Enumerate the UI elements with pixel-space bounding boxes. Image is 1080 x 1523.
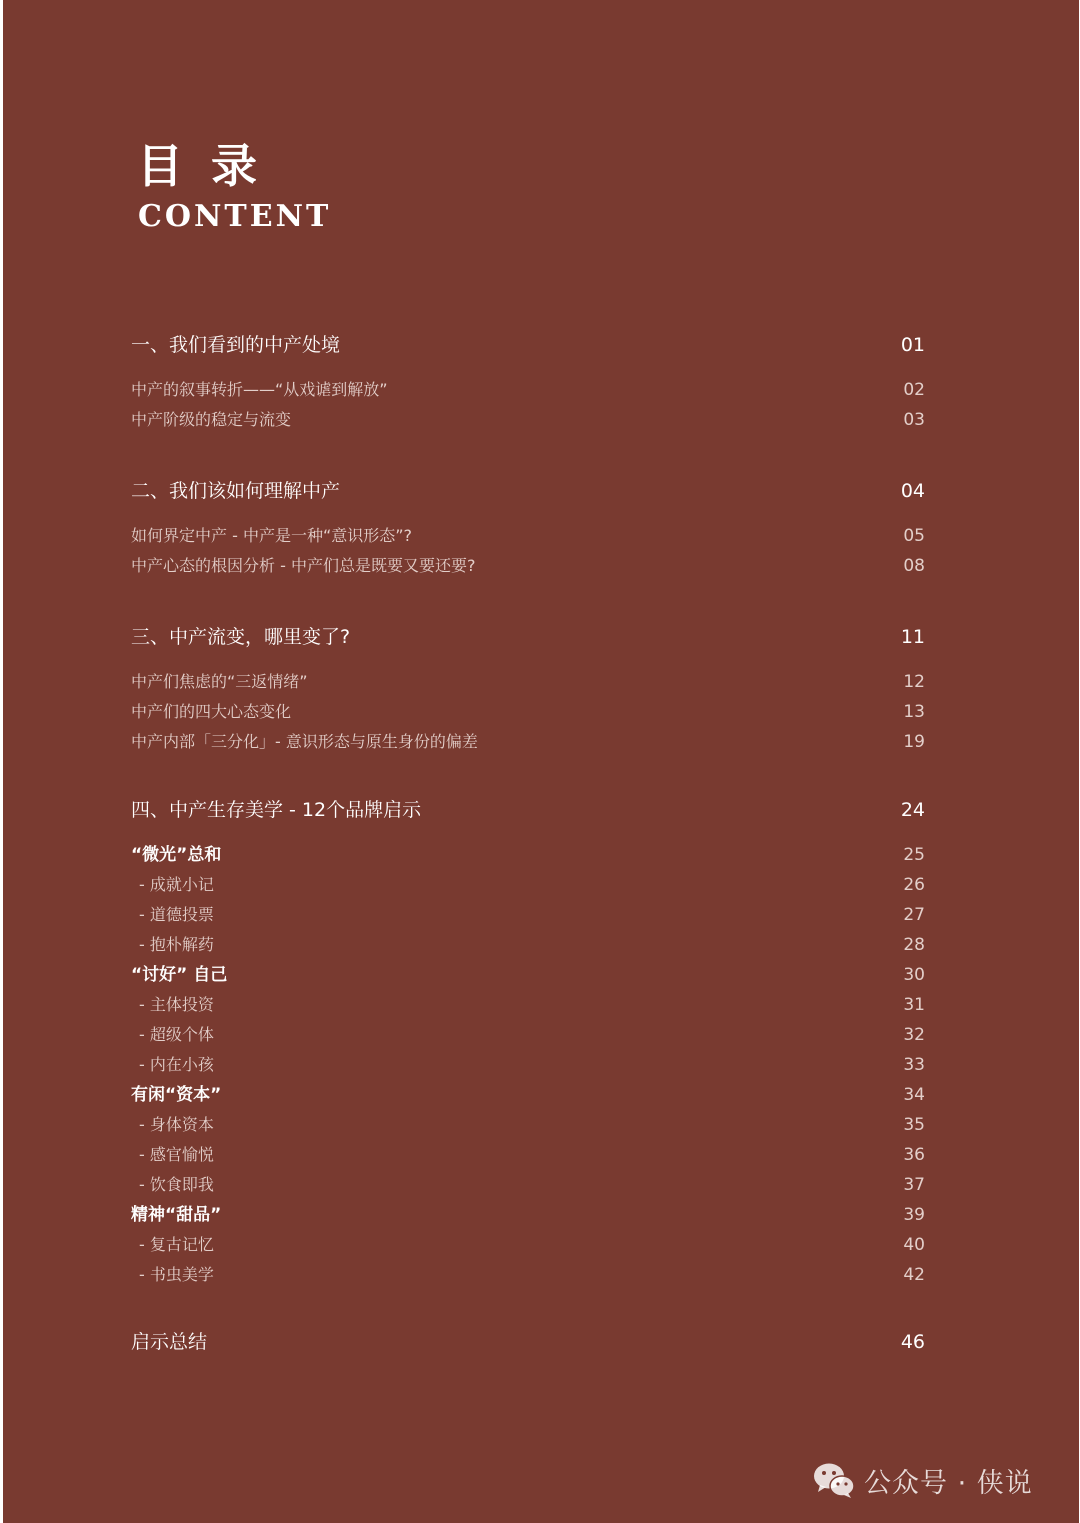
- toc-entry-label: 中产们的四大心态变化: [131, 702, 292, 721]
- toc-subentry-label: - 感官愉悦: [139, 1145, 214, 1164]
- toc-page-number: 28: [903, 935, 925, 955]
- toc-entry-row[interactable]: [131, 727, 925, 757]
- toc-page-number: 42: [903, 1265, 925, 1285]
- wechat-watermark: [812, 1458, 1033, 1502]
- watermark-text: 公众号 · 侠说: [864, 1467, 1033, 1499]
- toc-page-number: 32: [903, 1025, 925, 1045]
- toc-section-row[interactable]: [131, 622, 925, 652]
- toc-page-number: 31: [903, 995, 925, 1015]
- toc-page-number: 24: [900, 799, 925, 821]
- toc-subentry-label: - 道德投票: [139, 905, 214, 924]
- toc-page-number: 04: [900, 480, 925, 502]
- toc-page-number: 11: [900, 626, 925, 648]
- toc-entry-row[interactable]: [131, 405, 925, 435]
- toc-entry-row[interactable]: [131, 667, 925, 697]
- toc-page-number: 39: [903, 1205, 925, 1225]
- toc-page-number: 26: [903, 875, 925, 895]
- toc-subentry-label: - 身体资本: [139, 1115, 214, 1134]
- toc-entry-label: 中产的叙事转折——“从戏谑到解放”: [131, 380, 388, 399]
- toc-page-number: 03: [903, 410, 925, 430]
- toc-page-number: 36: [903, 1145, 925, 1165]
- toc-subentry-label: - 成就小记: [139, 875, 214, 894]
- toc-subentry-label: - 内在小孩: [139, 1055, 214, 1074]
- toc-group-row[interactable]: [131, 840, 925, 870]
- toc-entry-row[interactable]: [131, 375, 925, 405]
- toc-page-number: 27: [903, 905, 925, 925]
- toc-subentry-label: - 抱朴解药: [139, 935, 214, 954]
- toc-page-number: 46: [900, 1331, 925, 1353]
- toc-subentry-row[interactable]: [131, 1050, 925, 1080]
- toc-section-row[interactable]: [131, 330, 925, 360]
- toc-group-row[interactable]: [131, 1080, 925, 1110]
- toc-subentry-label: - 饮食即我: [139, 1175, 214, 1194]
- toc-page-number: 33: [903, 1055, 925, 1075]
- toc-subentry-row[interactable]: [131, 1140, 925, 1170]
- toc-page-number: 01: [900, 334, 925, 356]
- toc-page-number: 34: [903, 1085, 925, 1105]
- toc-section-label: 二、我们该如何理解中产: [131, 480, 341, 502]
- toc-subentry-row[interactable]: [131, 870, 925, 900]
- wechat-icon: [812, 1460, 856, 1500]
- toc-entry-row[interactable]: [131, 697, 925, 727]
- toc-page-number: 25: [903, 845, 925, 865]
- toc-group-label: “微光”总和: [131, 845, 222, 865]
- page-title-chinese: 目 录: [137, 139, 264, 193]
- toc-page-number: 05: [903, 526, 925, 546]
- toc-group-row[interactable]: [131, 960, 925, 990]
- toc-subentry-row[interactable]: [131, 990, 925, 1020]
- toc-subentry-row[interactable]: [131, 1110, 925, 1140]
- toc-entry-label: 如何界定中产 - 中产是一种“意识形态”?: [131, 526, 413, 545]
- toc-group-label: 有闲“资本”: [131, 1085, 222, 1105]
- toc-subentry-label: - 书虫美学: [139, 1265, 214, 1284]
- toc-subentry-row[interactable]: [131, 1230, 925, 1260]
- toc-section-row[interactable]: [131, 1327, 925, 1357]
- toc-section-label: 启示总结: [131, 1331, 208, 1353]
- toc-subentry-row[interactable]: [131, 900, 925, 930]
- toc-subentry-row[interactable]: [131, 930, 925, 960]
- toc-section-label: 一、我们看到的中产处境: [131, 334, 341, 356]
- toc-entry-label: 中产们焦虑的“三返情绪”: [131, 672, 308, 691]
- toc-entry-row[interactable]: [131, 521, 925, 551]
- toc-page-number: 40: [903, 1235, 925, 1255]
- toc-entry-label: 中产内部「三分化」- 意识形态与原生身份的偏差: [131, 732, 478, 751]
- toc-page-number: 12: [903, 672, 925, 692]
- page-title-english: CONTENT: [138, 199, 332, 234]
- toc-section-row[interactable]: [131, 476, 925, 506]
- toc-group-row[interactable]: [131, 1200, 925, 1230]
- toc-section-row[interactable]: [131, 795, 925, 825]
- toc-page-number: 08: [903, 556, 925, 576]
- toc-page-number: 35: [903, 1115, 925, 1135]
- toc-subentry-label: - 主体投资: [139, 995, 214, 1014]
- toc-page-number: 02: [903, 380, 925, 400]
- toc-entry-label: 中产阶级的稳定与流变: [131, 410, 292, 429]
- toc-subentry-label: - 复古记忆: [139, 1235, 214, 1254]
- toc-group-label: 精神“甜品”: [131, 1205, 222, 1225]
- toc-section-label: 四、中产生存美学 - 12个品牌启示: [131, 799, 422, 821]
- toc-page: [3, 0, 1079, 1523]
- toc-entry-row[interactable]: [131, 551, 925, 581]
- toc-group-label: “讨好” 自己: [131, 965, 228, 985]
- toc-page-number: 37: [903, 1175, 925, 1195]
- toc-subentry-row[interactable]: [131, 1260, 925, 1290]
- toc-page-number: 30: [903, 965, 925, 985]
- toc-entry-label: 中产心态的根因分析 - 中产们总是既要又要还要?: [131, 556, 476, 575]
- toc-subentry-row[interactable]: [131, 1170, 925, 1200]
- toc-page-number: 13: [903, 702, 925, 722]
- toc-page-number: 19: [903, 732, 925, 752]
- toc-subentry-label: - 超级个体: [139, 1025, 214, 1044]
- toc-subentry-row[interactable]: [131, 1020, 925, 1050]
- toc-section-label: 三、中产流变，哪里变了?: [131, 626, 351, 648]
